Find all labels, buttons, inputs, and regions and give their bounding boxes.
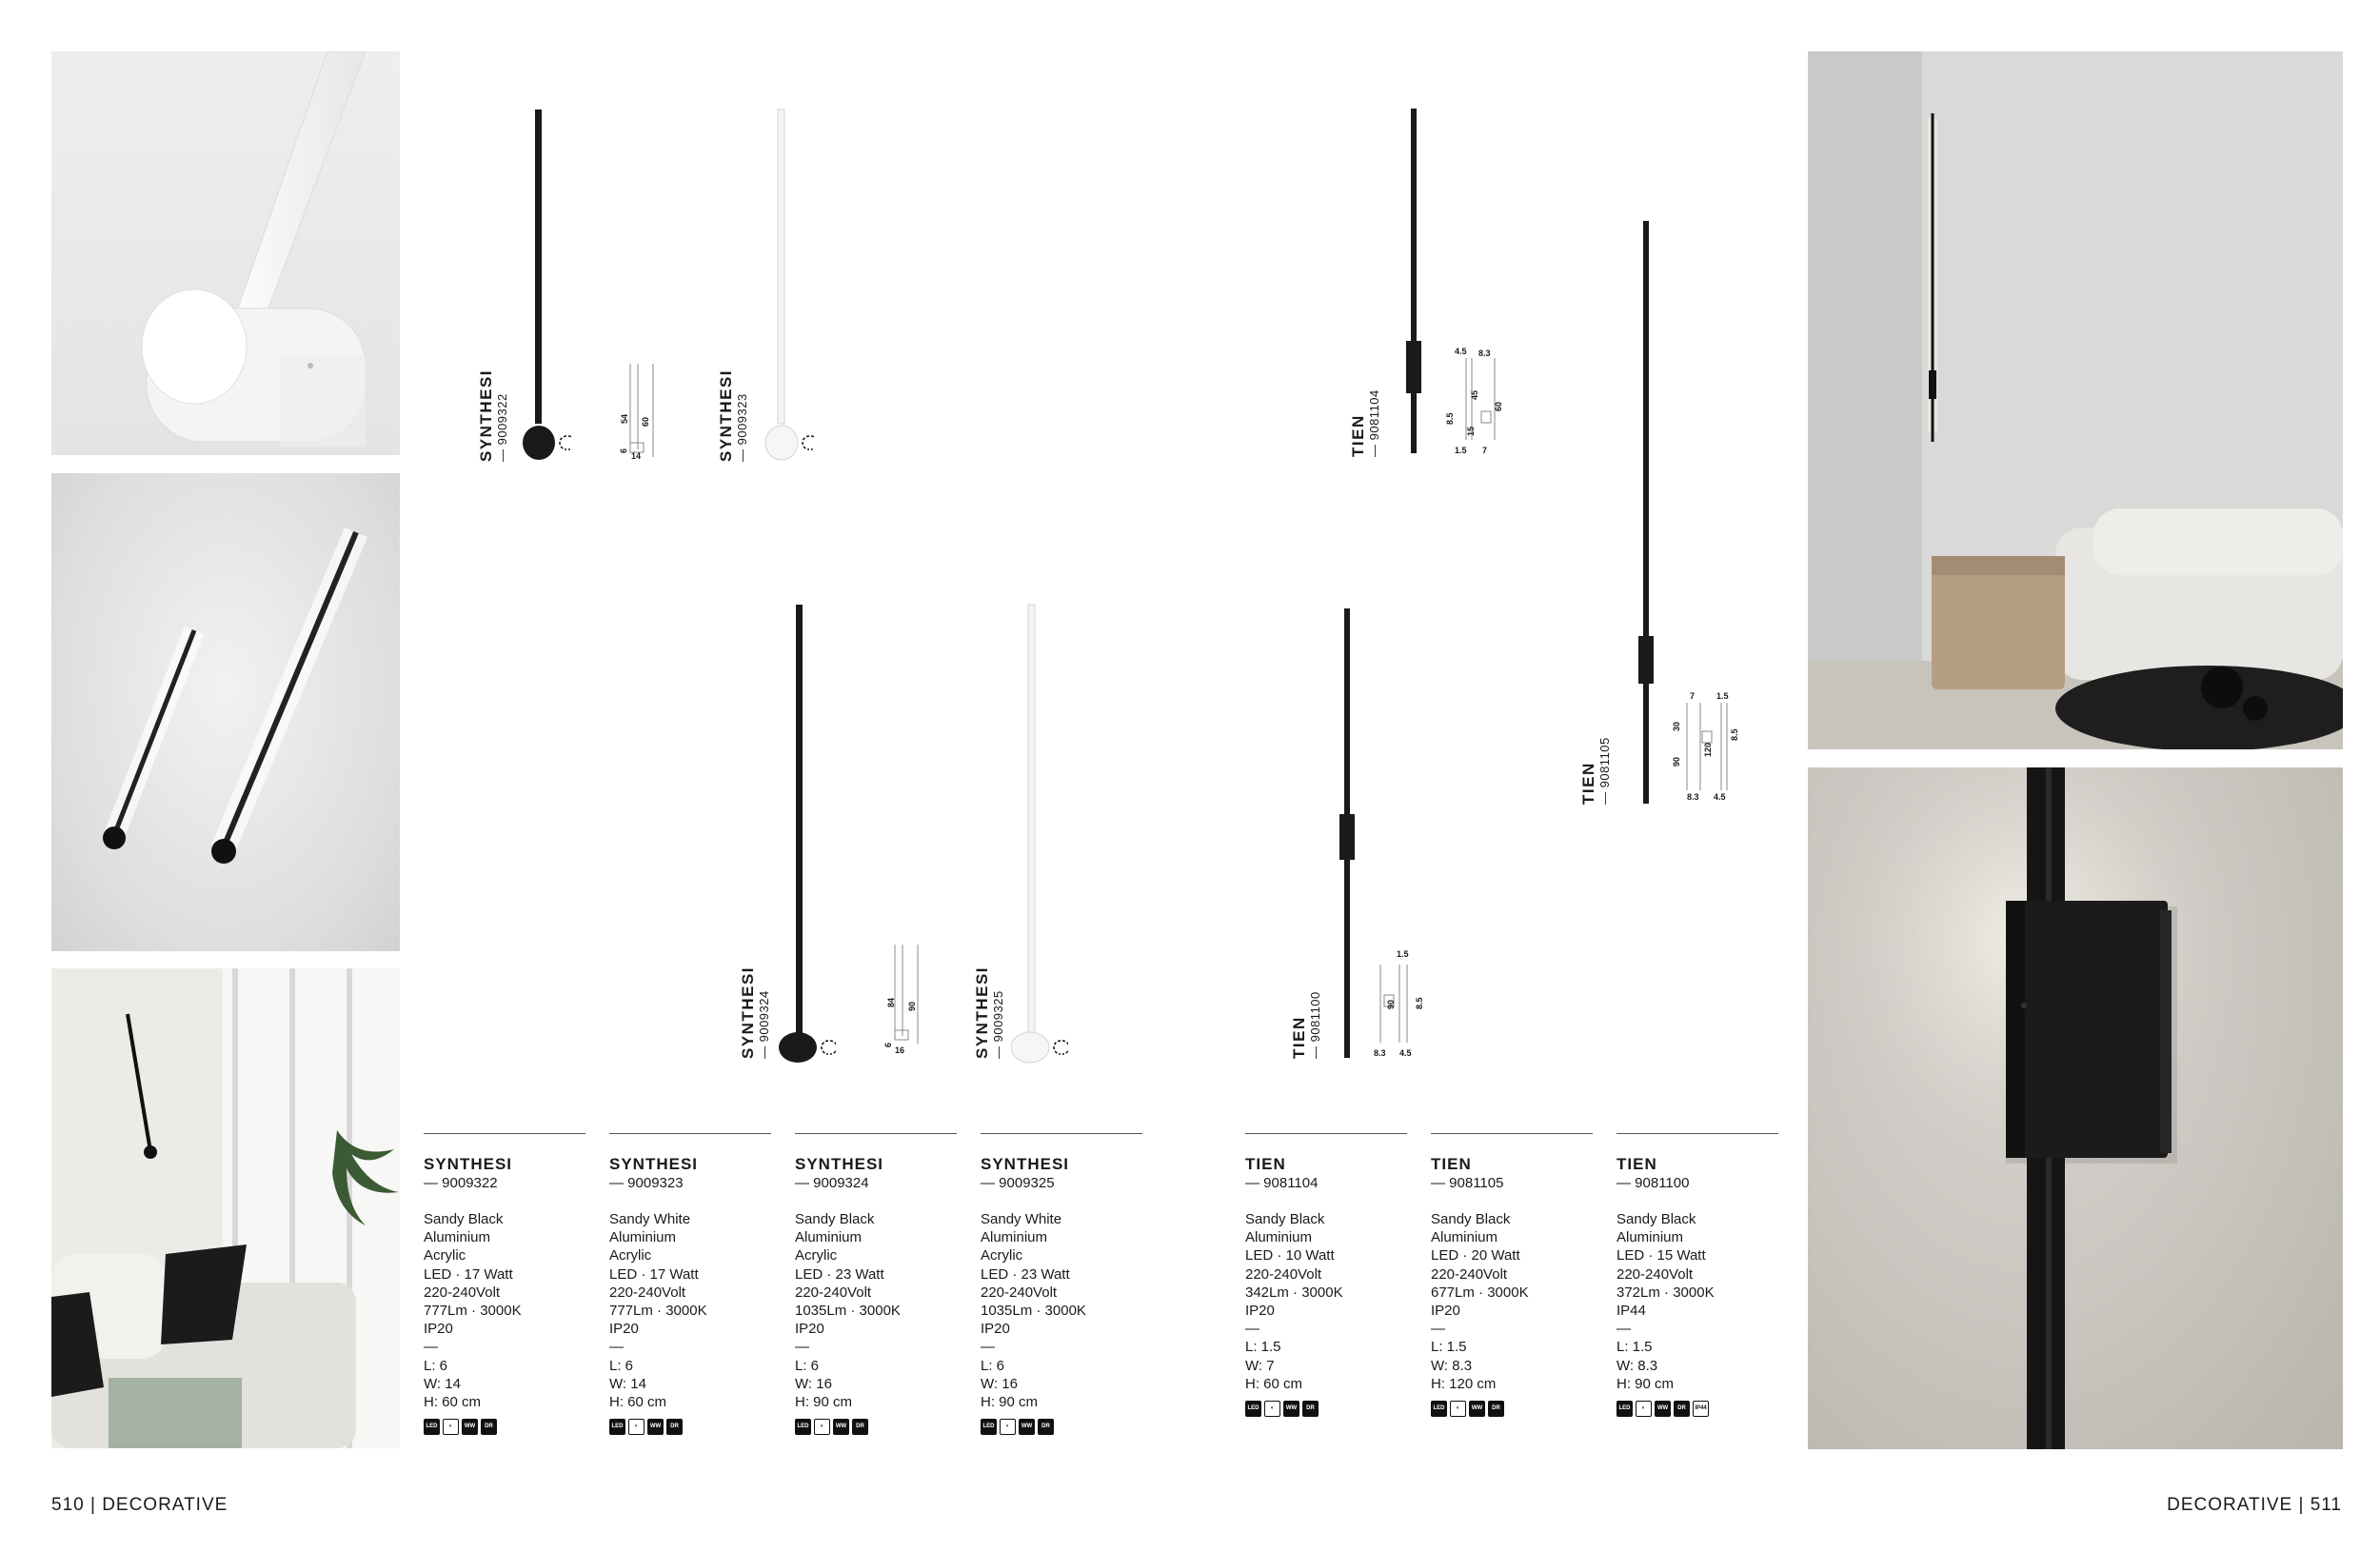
spec-line: Acrylic xyxy=(424,1247,466,1264)
dim-label: 15 xyxy=(1466,426,1476,436)
spec-column-synthesi-9009324 xyxy=(795,1133,957,1435)
vertical-label-name: SYNTHESI xyxy=(477,368,495,462)
spec-line: W: 16 xyxy=(795,1375,832,1392)
dim-label: 60 xyxy=(1494,401,1503,411)
tien-90-drawing xyxy=(1333,605,1361,1062)
vertical-label-name: SYNTHESI xyxy=(739,966,757,1059)
photo-tien-wall-closeup xyxy=(1808,767,2343,1449)
spec-line: — xyxy=(1431,1321,1445,1338)
product-name: SYNTHESI xyxy=(424,1155,513,1173)
spec-line: Sandy White xyxy=(609,1211,691,1227)
spec-line: IP20 xyxy=(795,1321,824,1338)
vertical-label-code: — 9081105 xyxy=(1597,737,1612,805)
led-icon: LED xyxy=(609,1419,625,1435)
spec-line: 777Lm · 3000K xyxy=(424,1303,522,1320)
photo-white-synthesi-closeup xyxy=(51,51,400,455)
dim-label: 8.5 xyxy=(1730,728,1739,741)
dimmable-icon: ◐ xyxy=(1000,1419,1016,1435)
spec-line: 372Lm · 3000K xyxy=(1616,1284,1715,1301)
page-footer-right: DECORATIVE | 511 xyxy=(2167,1495,2342,1515)
vertical-label-tien-9081104 xyxy=(1350,389,1380,457)
dimmable-icon: ◐ xyxy=(628,1419,645,1435)
tien-120-drawing xyxy=(1632,217,1660,807)
spec-line: LED · 17 Watt xyxy=(424,1265,513,1283)
feature-icons xyxy=(1616,1401,1778,1417)
dim-label: 8.5 xyxy=(1445,412,1455,425)
warm-white-icon: WW xyxy=(833,1419,849,1435)
dim-label: 84 xyxy=(886,997,896,1007)
vertical-label-synthesi-9009323 xyxy=(718,369,748,462)
led-icon: LED xyxy=(1245,1401,1261,1417)
led-icon: LED xyxy=(424,1419,440,1435)
spec-line: Sandy Black xyxy=(1431,1211,1511,1227)
dimmable-icon: ◐ xyxy=(1450,1401,1466,1417)
spec-line: H: 90 cm xyxy=(981,1394,1039,1411)
dim-label: 1.5 xyxy=(1716,691,1729,701)
spec-line: Aluminium xyxy=(1431,1229,1498,1246)
dim-label: 120 xyxy=(1703,742,1713,757)
product-code: — 9009324 xyxy=(795,1175,869,1191)
spec-line: 220-240Volt xyxy=(1616,1265,1694,1283)
ip44-icon: IP44 xyxy=(1693,1401,1709,1417)
dimmable-icon: ◐ xyxy=(1264,1401,1280,1417)
driver-included-icon: DR xyxy=(1488,1401,1504,1417)
spec-line: 220-240Volt xyxy=(795,1284,872,1301)
vertical-label-name: TIEN xyxy=(1349,414,1367,457)
spec-line: Sandy White xyxy=(981,1211,1062,1227)
vertical-label-code: — 9009322 xyxy=(495,393,509,462)
spec-line: 777Lm · 3000K xyxy=(609,1303,707,1320)
divider xyxy=(1616,1133,1778,1134)
vertical-label-code: — 9009323 xyxy=(735,393,749,462)
spec-line: L: 1.5 xyxy=(1431,1339,1467,1356)
feature-icons xyxy=(424,1419,585,1435)
dim-label: 8.3 xyxy=(1687,792,1699,802)
dimmable-icon: ◐ xyxy=(1636,1401,1652,1417)
feature-icons xyxy=(795,1419,957,1435)
spec-line: W: 14 xyxy=(609,1375,646,1392)
dim-label: 4.5 xyxy=(1714,792,1726,802)
dim-label: 60 xyxy=(641,416,650,427)
spec-line: IP44 xyxy=(1616,1303,1646,1320)
spec-line: H: 60 cm xyxy=(424,1394,482,1411)
product-name: TIEN xyxy=(1245,1155,1286,1173)
spec-line: IP20 xyxy=(609,1321,639,1338)
vertical-label-synthesi-9009322 xyxy=(478,369,508,462)
spec-column-tien-9081105 xyxy=(1431,1133,1593,1417)
driver-included-icon: DR xyxy=(1038,1419,1054,1435)
dim-label: 90 xyxy=(1672,756,1681,767)
spec-line: — xyxy=(1616,1321,1631,1338)
warm-white-icon: WW xyxy=(1019,1419,1035,1435)
driver-included-icon: DR xyxy=(666,1419,683,1435)
spec-line: Sandy Black xyxy=(1245,1211,1325,1227)
feature-icons xyxy=(1245,1401,1407,1417)
product-name: SYNTHESI xyxy=(981,1155,1070,1173)
led-icon: LED xyxy=(1431,1401,1447,1417)
divider xyxy=(981,1133,1142,1134)
led-icon: LED xyxy=(981,1419,997,1435)
spec-line: IP20 xyxy=(424,1321,453,1338)
spec-line: W: 8.3 xyxy=(1616,1357,1658,1374)
divider xyxy=(795,1133,957,1134)
vertical-label-synthesi-9009325 xyxy=(974,966,1004,1059)
dim-label: 6 xyxy=(619,448,628,453)
dim-label: 30 xyxy=(1672,721,1681,731)
spec-line: Aluminium xyxy=(1245,1229,1313,1246)
led-icon: LED xyxy=(1616,1401,1633,1417)
dimmable-icon: ◐ xyxy=(443,1419,459,1435)
spec-line: H: 60 cm xyxy=(609,1394,667,1411)
spec-line: 220-240Volt xyxy=(609,1284,686,1301)
warm-white-icon: WW xyxy=(647,1419,664,1435)
dim-label: 4.5 xyxy=(1455,347,1467,356)
dim-label: 8.3 xyxy=(1374,1048,1386,1058)
synthesi-white-lamp-90-drawing xyxy=(1011,600,1068,1066)
dim-label: 1.5 xyxy=(1397,949,1409,959)
spec-line: Aluminium xyxy=(795,1229,863,1246)
spec-line: W: 16 xyxy=(981,1375,1018,1392)
product-code: — 9009323 xyxy=(609,1175,684,1191)
spec-line: — xyxy=(609,1339,624,1356)
dim-label: 8.3 xyxy=(1478,348,1491,358)
vertical-label-tien-9081105 xyxy=(1580,737,1611,805)
product-name: SYNTHESI xyxy=(609,1155,699,1173)
spec-line: H: 120 cm xyxy=(1431,1375,1497,1392)
product-code: — 9009322 xyxy=(424,1175,498,1191)
photo-interior-tien-sofa xyxy=(1808,51,2343,749)
spec-line: Acrylic xyxy=(795,1247,838,1264)
spec-line: W: 7 xyxy=(1245,1357,1275,1374)
synthesi-black-lamp-90-drawing xyxy=(779,600,836,1066)
spec-line: Acrylic xyxy=(981,1247,1023,1264)
spec-line: IP20 xyxy=(1431,1303,1460,1320)
dim-label: 4.5 xyxy=(1399,1048,1412,1058)
product-code: — 9081105 xyxy=(1431,1175,1504,1191)
spec-column-synthesi-9009325 xyxy=(981,1133,1142,1435)
spec-line: Aluminium xyxy=(981,1229,1048,1246)
feature-icons xyxy=(609,1419,771,1435)
feature-icons xyxy=(981,1419,1142,1435)
dim-label: 1.5 xyxy=(1455,446,1467,455)
spec-line: 1035Lm · 3000K xyxy=(795,1303,901,1320)
dim-label: 7 xyxy=(1690,691,1696,701)
vertical-label-name: TIEN xyxy=(1579,762,1597,805)
vertical-label-code: — 9081104 xyxy=(1367,389,1381,457)
dim-label: 8.5 xyxy=(1415,997,1424,1009)
spec-line: L: 6 xyxy=(609,1357,634,1374)
dimension-diagram-9081104 xyxy=(1447,354,1514,449)
dim-label: 54 xyxy=(620,413,629,424)
spec-line: — xyxy=(795,1339,809,1356)
spec-line: Aluminium xyxy=(1616,1229,1684,1246)
spec-line: — xyxy=(1245,1321,1259,1338)
spec-line: 220-240Volt xyxy=(1245,1265,1322,1283)
vertical-label-name: SYNTHESI xyxy=(973,966,991,1059)
product-name: TIEN xyxy=(1431,1155,1472,1173)
driver-included-icon: DR xyxy=(1674,1401,1690,1417)
spec-line: L: 1.5 xyxy=(1245,1339,1281,1356)
spec-line: LED · 17 Watt xyxy=(609,1265,699,1283)
tien-60-drawing xyxy=(1399,105,1428,457)
product-name: SYNTHESI xyxy=(795,1155,884,1173)
spec-line: Acrylic xyxy=(609,1247,652,1264)
spec-line: Aluminium xyxy=(609,1229,677,1246)
spec-line: LED · 23 Watt xyxy=(795,1265,884,1283)
spec-line: Sandy Black xyxy=(1616,1211,1696,1227)
spec-line: 220-240Volt xyxy=(1431,1265,1508,1283)
synthesi-white-lamp-drawing xyxy=(757,105,814,467)
vertical-label-code: — 9081100 xyxy=(1308,991,1322,1059)
spec-line: LED · 10 Watt xyxy=(1245,1247,1335,1264)
driver-included-icon: DR xyxy=(852,1419,868,1435)
product-name: TIEN xyxy=(1616,1155,1657,1173)
feature-icons xyxy=(1431,1401,1593,1417)
dim-label: 7 xyxy=(1482,446,1488,455)
dim-label: 16 xyxy=(895,1045,905,1055)
dim-label: 90 xyxy=(907,1001,917,1011)
spec-line: — xyxy=(424,1339,438,1356)
product-code: — 9081100 xyxy=(1616,1175,1690,1191)
vertical-label-code: — 9009324 xyxy=(757,990,771,1059)
dim-label: 90 xyxy=(1386,999,1396,1009)
vertical-label-name: SYNTHESI xyxy=(717,368,735,462)
vertical-label-code: — 9009325 xyxy=(991,990,1005,1059)
spec-line: H: 60 cm xyxy=(1245,1375,1303,1392)
spec-line: — xyxy=(981,1339,995,1356)
photo-black-synthesi-pair xyxy=(51,473,400,951)
photo-living-room-synthesi xyxy=(51,968,400,1448)
product-code: — 9009325 xyxy=(981,1175,1055,1191)
spec-line: 342Lm · 3000K xyxy=(1245,1284,1343,1301)
spec-line: H: 90 cm xyxy=(795,1394,853,1411)
warm-white-icon: WW xyxy=(1469,1401,1485,1417)
spec-line: IP20 xyxy=(981,1321,1010,1338)
warm-white-icon: WW xyxy=(462,1419,478,1435)
spec-column-synthesi-9009322 xyxy=(424,1133,585,1435)
spec-column-tien-9081100 xyxy=(1616,1133,1778,1417)
dimension-diagram-9081100 xyxy=(1371,957,1438,1052)
divider xyxy=(424,1133,585,1134)
led-icon: LED xyxy=(795,1419,811,1435)
divider xyxy=(1431,1133,1593,1134)
dim-label: 6 xyxy=(883,1042,893,1047)
spec-column-synthesi-9009323 xyxy=(609,1133,771,1435)
spec-line: LED · 23 Watt xyxy=(981,1265,1070,1283)
spec-line: L: 1.5 xyxy=(1616,1339,1653,1356)
driver-included-icon: DR xyxy=(1302,1401,1319,1417)
spec-line: 220-240Volt xyxy=(981,1284,1058,1301)
spec-line: Sandy Black xyxy=(424,1211,504,1227)
spec-line: W: 8.3 xyxy=(1431,1357,1473,1374)
warm-white-icon: WW xyxy=(1283,1401,1299,1417)
spec-line: Aluminium xyxy=(424,1229,491,1246)
divider xyxy=(1245,1133,1407,1134)
vertical-label-tien-9081100 xyxy=(1291,991,1321,1059)
page-footer-left: 510 | DECORATIVE xyxy=(51,1495,228,1515)
warm-white-icon: WW xyxy=(1655,1401,1671,1417)
dim-label: 45 xyxy=(1470,389,1479,400)
spec-line: 220-240Volt xyxy=(424,1284,501,1301)
spec-line: IP20 xyxy=(1245,1303,1275,1320)
driver-included-icon: DR xyxy=(481,1419,497,1435)
spec-line: 677Lm · 3000K xyxy=(1431,1284,1529,1301)
divider xyxy=(609,1133,771,1134)
spec-line: L: 6 xyxy=(795,1357,820,1374)
spec-line: H: 90 cm xyxy=(1616,1375,1675,1392)
synthesi-black-lamp-drawing xyxy=(514,105,571,467)
dimmable-icon: ◐ xyxy=(814,1419,830,1435)
spec-line: L: 6 xyxy=(981,1357,1005,1374)
spec-line: 1035Lm · 3000K xyxy=(981,1303,1086,1320)
product-code: — 9081104 xyxy=(1245,1175,1319,1191)
dim-label: 14 xyxy=(631,451,642,461)
spec-line: L: 6 xyxy=(424,1357,448,1374)
spec-line: W: 14 xyxy=(424,1375,461,1392)
spec-line: LED · 20 Watt xyxy=(1431,1247,1520,1264)
spec-line: Sandy Black xyxy=(795,1211,875,1227)
vertical-label-name: TIEN xyxy=(1290,1016,1308,1059)
spec-line: LED · 15 Watt xyxy=(1616,1247,1706,1264)
spec-column-tien-9081104 xyxy=(1245,1133,1407,1417)
vertical-label-synthesi-9009324 xyxy=(740,966,770,1059)
